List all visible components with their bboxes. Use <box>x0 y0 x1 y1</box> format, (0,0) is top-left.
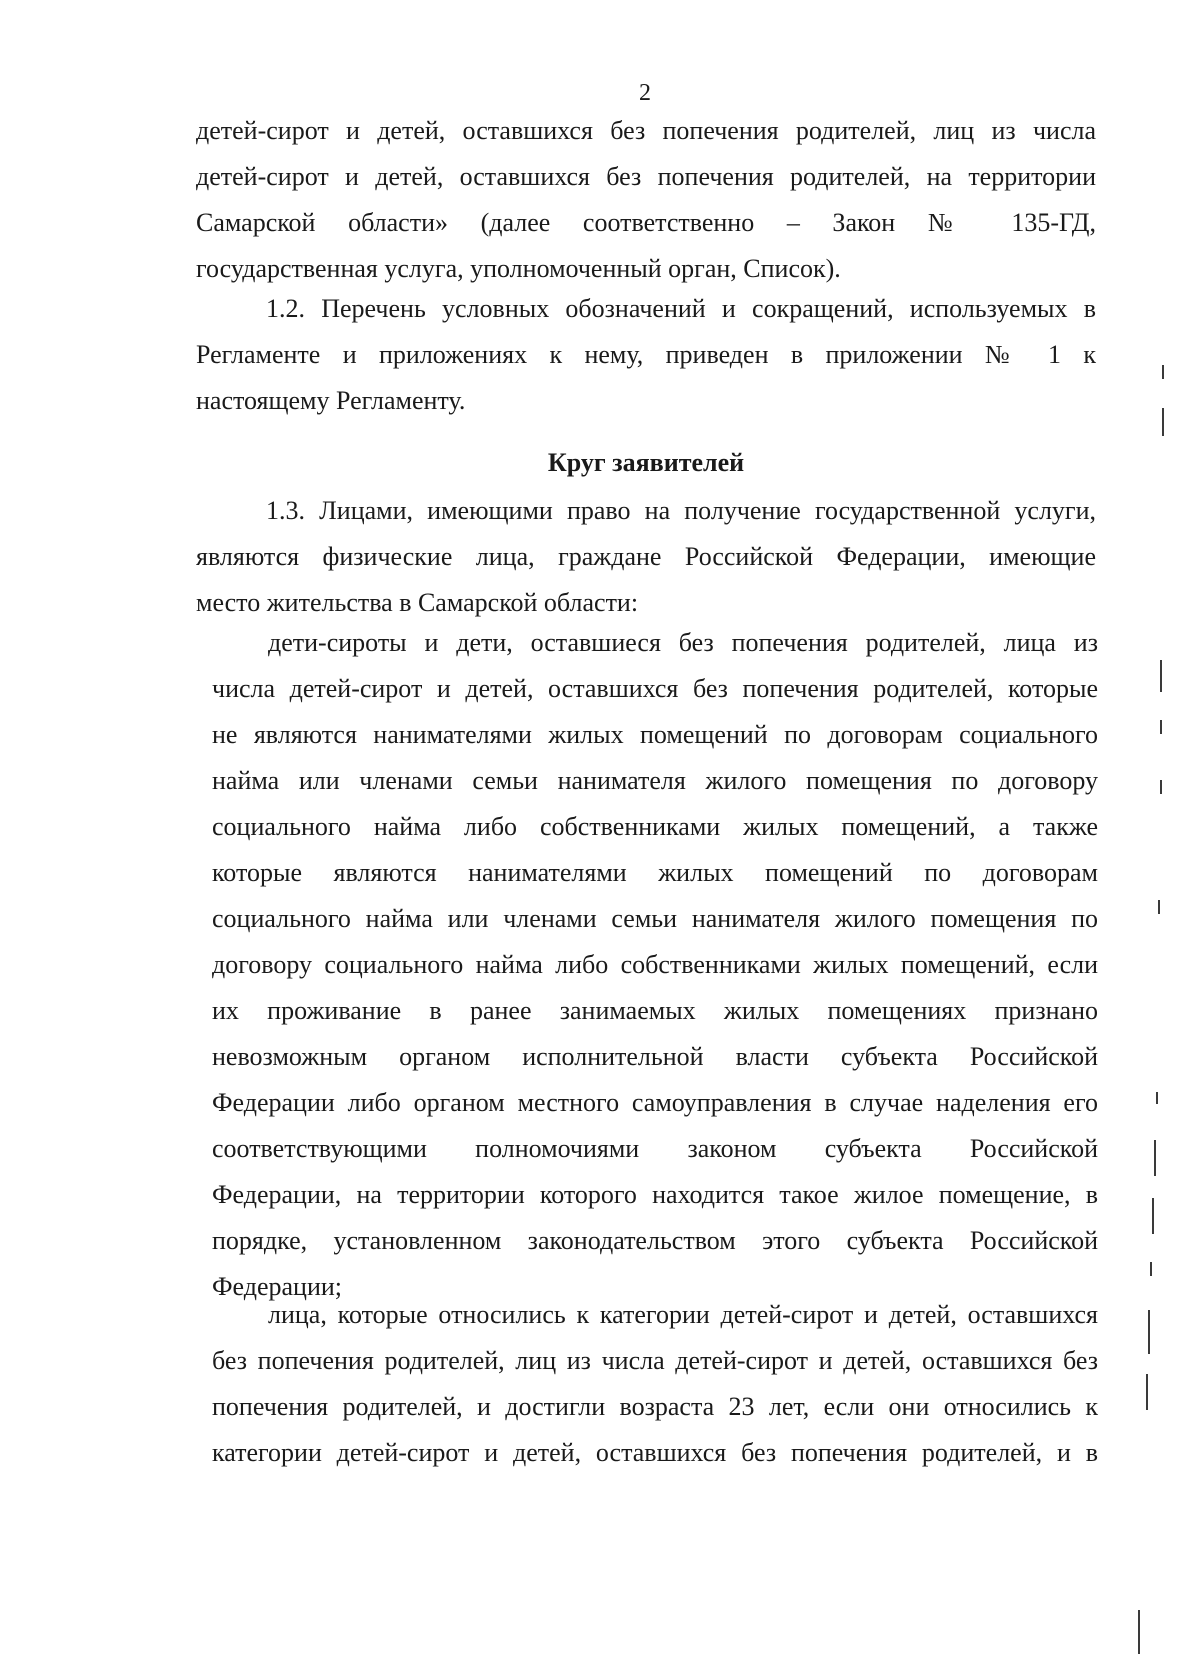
text-line: Федерации; <box>212 1272 343 1301</box>
scan-margin-mark <box>1160 780 1162 794</box>
text-line: социального найма или членами семьи нанимателя жилого помещения по <box>212 904 1098 933</box>
text-line: дети-сироты и дети, оставшиеся без попечения родителей, лица из <box>268 628 1098 657</box>
scan-margin-mark <box>1146 1374 1148 1410</box>
text-line: государственная услуга, уполномоченный орган, Список). <box>196 254 841 283</box>
text-line: невозможным органом исполнительной власти субъекта Российской <box>212 1042 1098 1071</box>
text-line: Регламенте и приложениях к нему, приведен в приложении № 1 к <box>196 340 1096 369</box>
text-line: социального найма либо собственниками жилых помещений, а также <box>212 812 1098 841</box>
scan-margin-mark <box>1162 408 1164 436</box>
text-line: детей-сирот и детей, оставшихся без попечения родителей, на территории <box>196 162 1096 191</box>
scan-margin-mark <box>1148 1310 1150 1354</box>
paragraph-1-2 <box>196 286 1096 424</box>
paragraph-orphans <box>212 620 1098 1310</box>
text-line: детей-сирот и детей, оставшихся без попечения родителей, лиц из числа <box>196 116 1096 145</box>
text-line: являются физические лица, граждане Российской Федерации, имеющие <box>196 542 1096 571</box>
page-number: 2 <box>639 80 651 106</box>
text-line: договору социального найма либо собственниками жилых помещений, если <box>212 950 1098 979</box>
text-line: без попечения родителей, лиц из числа детей-сирот и детей, оставшихся без <box>212 1346 1098 1375</box>
scan-margin-mark <box>1158 900 1160 914</box>
intro-paragraph <box>196 108 1096 292</box>
scan-margin-mark <box>1154 1140 1156 1176</box>
text-line: их проживание в ранее занимаемых жилых помещениях признано <box>212 996 1098 1025</box>
paragraph-persons <box>212 1292 1098 1476</box>
text-line: 1.2. Перечень условных обозначений и сокращений, используемых в <box>266 294 1096 323</box>
text-line: Федерации либо органом местного самоуправления в случае наделения его <box>212 1088 1098 1117</box>
text-line: которые являются нанимателями жилых помещений по договорам <box>212 858 1098 887</box>
scan-margin-mark <box>1150 1262 1152 1276</box>
text-line: Самарской области» (далее соответственно – Закон № 135-ГД, <box>196 208 1096 237</box>
scan-margin-mark <box>1138 1610 1140 1654</box>
scan-margin-mark <box>1160 720 1162 734</box>
scan-margin-mark <box>1156 1092 1158 1104</box>
paragraph-1-3 <box>196 488 1096 626</box>
scan-margin-mark <box>1162 365 1164 379</box>
text-line: числа детей-сирот и детей, оставшихся без попечения родителей, которые <box>212 674 1098 703</box>
scan-margin-mark <box>1152 1198 1154 1234</box>
text-line: найма или членами семьи нанимателя жилого помещения по договору <box>212 766 1098 795</box>
text-line: настоящему Регламенту. <box>196 386 466 415</box>
text-line: Федерации, на территории которого находится такое жилое помещение, в <box>212 1180 1098 1209</box>
text-line: 1.3. Лицами, имеющими право на получение государственной услуги, <box>266 496 1096 525</box>
text-line: не являются нанимателями жилых помещений по договорам социального <box>212 720 1098 749</box>
text-line: попечения родителей, и достигли возраста 23 лет, если они относились к <box>212 1392 1098 1421</box>
text-line: категории детей-сирот и детей, оставшихся без попечения родителей, и в <box>212 1438 1098 1467</box>
section-heading: Круг заявителей <box>547 448 745 477</box>
text-line: порядке, установленном законодательством этого субъекта Российской <box>212 1226 1098 1255</box>
text-line: соответствующими полномочиями законом субъекта Российской <box>212 1134 1098 1163</box>
text-line: место жительства в Самарской области: <box>196 588 639 617</box>
text-line: лица, которые относились к категории детей-сирот и детей, оставшихся <box>268 1300 1098 1329</box>
scan-margin-mark <box>1160 660 1162 692</box>
